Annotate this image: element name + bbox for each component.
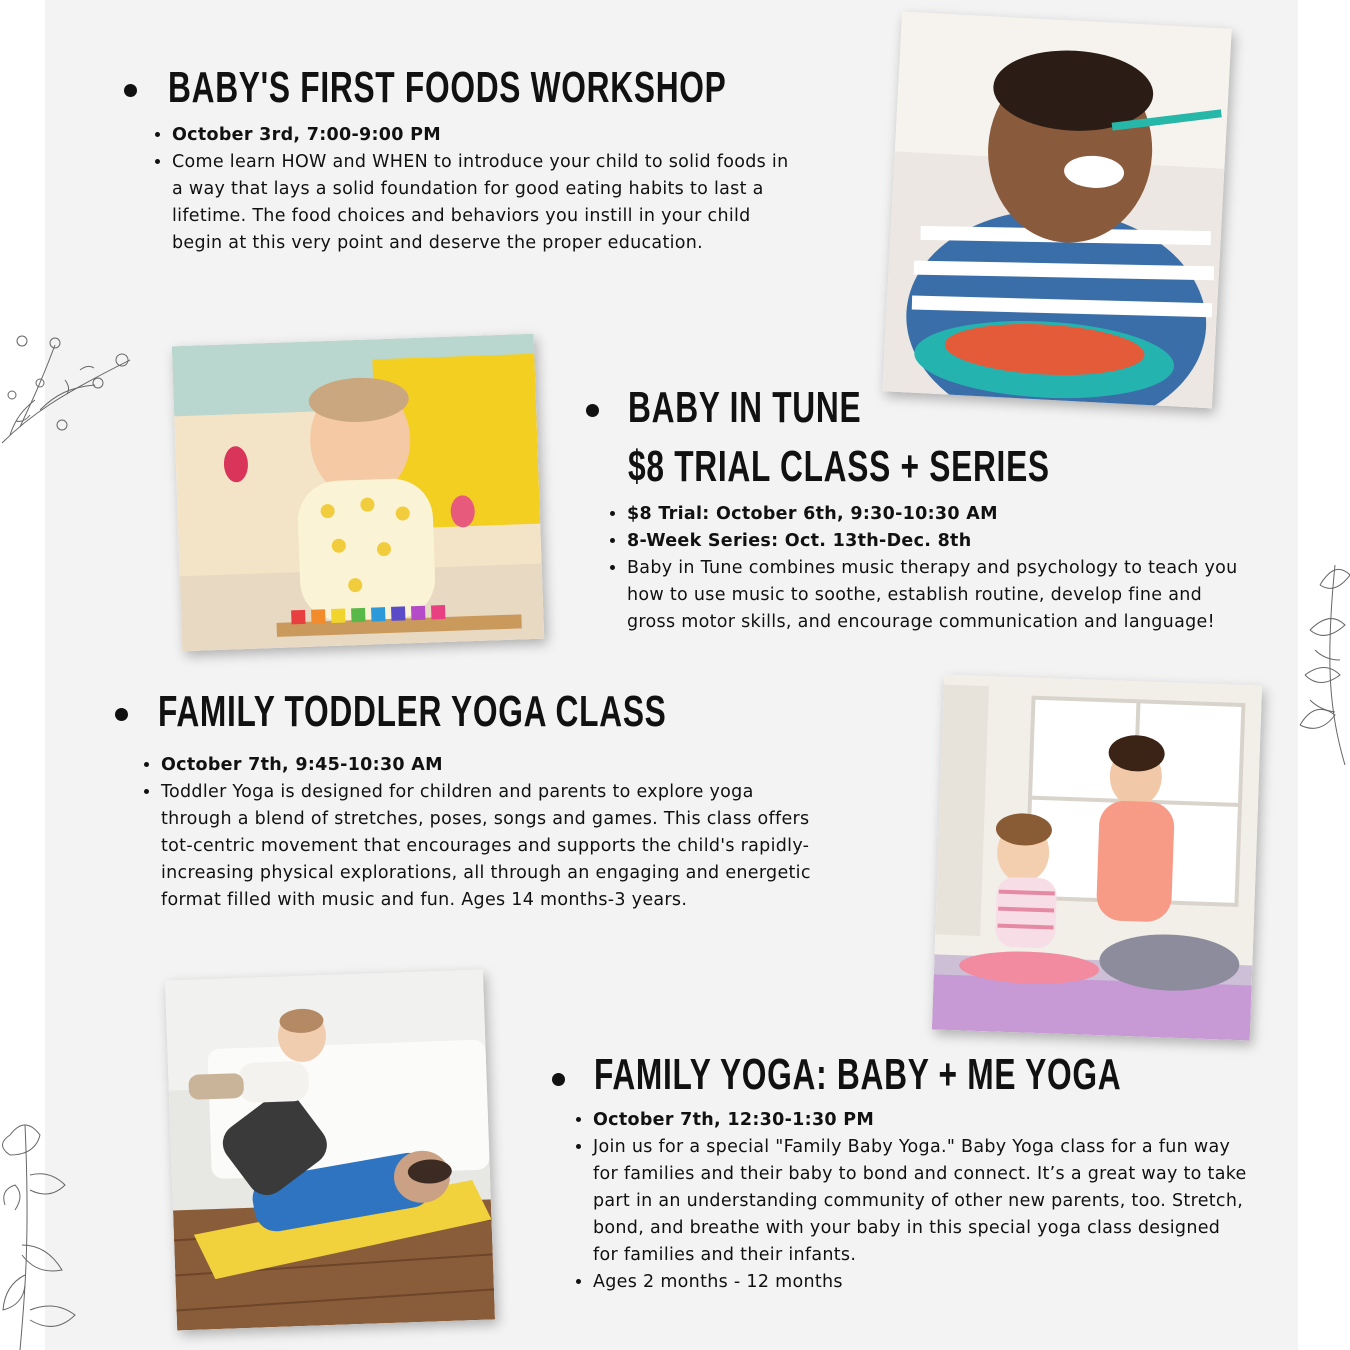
event-series-dates: • 8-Week Series: Oct. 13th-Dec. 8th — [627, 528, 1245, 555]
event-date: • October 3rd, 7:00-9:00 PM — [172, 122, 790, 149]
section-baby-in-tune-details — [605, 501, 1245, 636]
section-first-foods-details — [150, 122, 790, 257]
event-date: • October 7th, 9:45-10:30 AM — [161, 752, 811, 779]
event-ages: • Ages 2 months - 12 months — [593, 1269, 1251, 1296]
photo-baby-me-yoga — [165, 970, 495, 1331]
section-title-line1: BABY IN TUNE — [628, 383, 862, 432]
section-baby-me-yoga — [594, 1047, 1214, 1102]
event-date: • October 7th, 12:30-1:30 PM — [593, 1107, 1251, 1134]
floral-branch-icon — [1280, 555, 1350, 770]
event-description: • Come learn HOW and WHEN to introduce your child to solid foods in a way that lays a solid foundation for good eating habits to last a lifetime. The food choices and behaviors you instill in your child begin at this very point and deserve the proper education. — [172, 149, 790, 257]
photo-baby-eating — [882, 12, 1231, 409]
heading-bullet — [552, 1073, 565, 1086]
section-first-foods — [168, 60, 808, 115]
event-description: • Toddler Yoga is designed for children and parents to explore yoga through a blend of stretches, poses, songs and games. This class offers tot-centric movement that encourages and supports the child's rapidly-increasing physical explorations, all through an engaging and energetic format filled with music and fun. Ages 14 months-3 years. — [161, 779, 811, 914]
heading-bullet — [124, 84, 137, 97]
section-toddler-yoga — [158, 684, 798, 739]
event-date: • $8 Trial: October 6th, 9:30-10:30 AM — [627, 501, 1245, 528]
section-toddler-yoga-details — [139, 752, 811, 914]
section-baby-me-yoga-details — [571, 1107, 1251, 1296]
section-title-line2: $8 TRIAL CLASS + SERIES — [628, 442, 1050, 491]
section-baby-in-tune — [628, 380, 1188, 494]
event-description: • Baby in Tune combines music therapy and psychology to teach you how to use music to soothe, establish routine, develop fine and gross motor skills, and encourage communication and language! — [627, 555, 1245, 636]
event-description: • Join us for a special "Family Baby Yoga." Baby Yoga class for a fun way for families and their baby to bond and connect. It’s a great way to take part in an understanding community of other new parents, too. Stretch, bond, and breathe with your baby in this special yoga class designed for families and their infants. — [593, 1134, 1251, 1269]
floral-flower-icon — [0, 1115, 80, 1350]
floral-sprig-icon — [0, 325, 140, 450]
heading-bullet — [115, 708, 128, 721]
photo-toddler-yoga — [932, 675, 1262, 1041]
photo-baby-music — [172, 334, 544, 651]
section-title: BABY'S FIRST FOODS WORKSHOP — [168, 63, 727, 112]
heading-bullet — [586, 404, 599, 417]
section-title: FAMILY TODDLER YOGA CLASS — [158, 687, 667, 736]
section-title: FAMILY YOGA: BABY + ME YOGA — [594, 1050, 1122, 1099]
